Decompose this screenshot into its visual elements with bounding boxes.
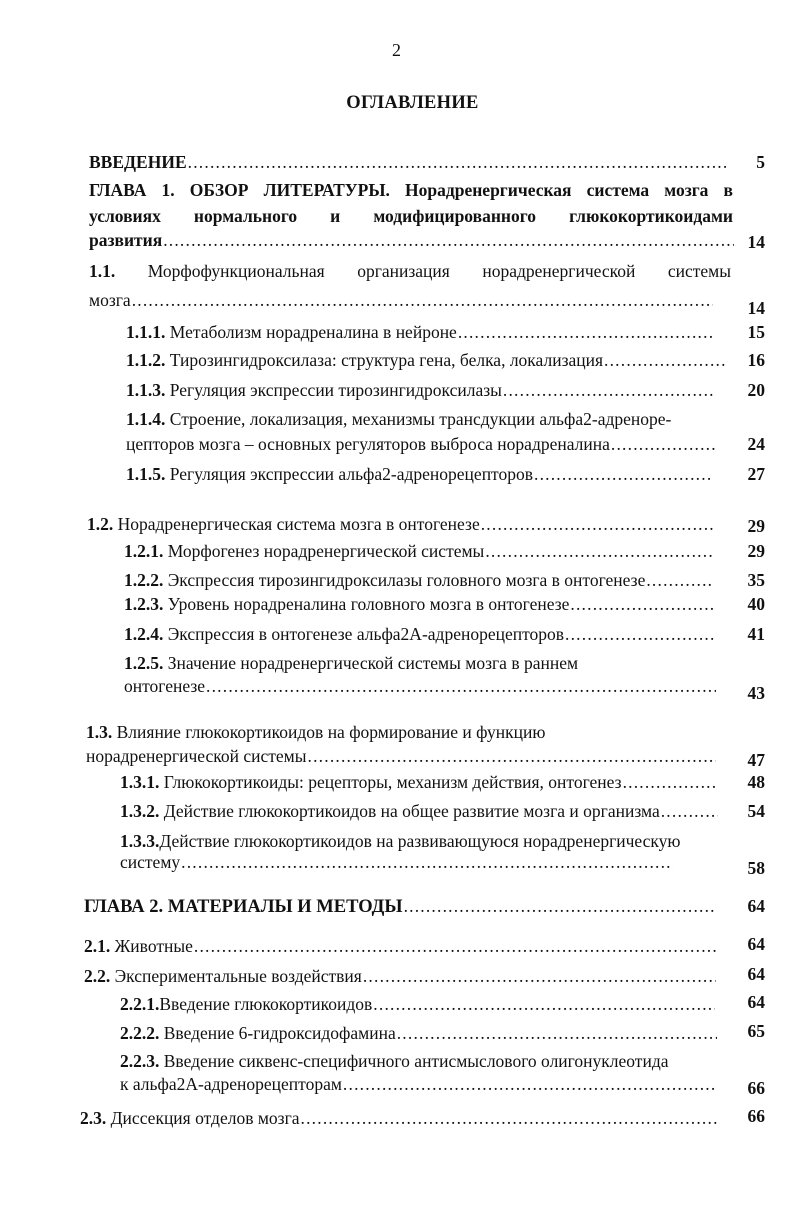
toc-page-number: 20 bbox=[747, 380, 765, 400]
toc-page-number: 54 bbox=[747, 801, 765, 821]
toc-entry-text: Введение сиквенс-специфичного антисмыслового олигонуклеотида bbox=[163, 1051, 669, 1071]
toc-entry-2-2-1[interactable] bbox=[120, 994, 715, 1015]
toc-entry-text: Глюкокортикоиды: рецепторы, механизм действия, онтогенез bbox=[163, 772, 622, 792]
toc-entry-1-1-4-line-2 bbox=[126, 434, 716, 455]
toc-entry-text: Животные bbox=[114, 936, 193, 956]
toc-entry-text: Влияние глюкокортикоидов на формирование и функцию bbox=[116, 722, 546, 742]
toc-entry-text: к альфа2А-адренорецепторам bbox=[120, 1074, 342, 1094]
toc-entry-number: 1.1.3. bbox=[126, 380, 166, 400]
toc-entry-text: условиях нормального и модифицированного глюкокортикоидами bbox=[89, 206, 733, 226]
toc-entry-text: Метаболизм норадреналина в нейроне bbox=[169, 322, 457, 342]
toc-entry-text: Морфогенез норадренергической системы bbox=[167, 541, 485, 561]
toc-entry-chapter-1-line-3 bbox=[89, 230, 734, 251]
toc-entry-text: норадренергической системы bbox=[86, 746, 307, 766]
toc-page-number: 58 bbox=[747, 858, 765, 878]
toc-entry-number: ГЛАВА 2. МАТЕРИАЛЫ И МЕТОДЫ bbox=[84, 897, 403, 917]
toc-entry-text: Значение норадренергической системы мозга в раннем bbox=[167, 653, 579, 673]
toc-page-number: 43 bbox=[747, 683, 765, 703]
page-title: ОГЛАВЛЕНИЕ bbox=[346, 93, 479, 113]
toc-entry-1-3-1[interactable] bbox=[120, 772, 717, 793]
toc-page-number: 29 bbox=[747, 516, 765, 536]
toc-page-number: 64 bbox=[747, 992, 765, 1012]
toc-entry-1-2-5-line-2 bbox=[124, 676, 716, 697]
toc-entry-text: Строение, локализация, механизмы трансдукции альфа2-адреноре- bbox=[169, 409, 672, 429]
toc-entry-1-1-1[interactable] bbox=[126, 322, 712, 343]
toc-entry-1-2-4[interactable] bbox=[124, 624, 714, 645]
toc-entry-1-3-line-2 bbox=[86, 746, 716, 767]
toc-page-number: 24 bbox=[747, 434, 765, 454]
toc-entry-number: 1.2.3. bbox=[124, 594, 164, 614]
toc-entry-1-3-2[interactable] bbox=[120, 801, 718, 822]
toc-entry-1-2[interactable] bbox=[87, 514, 714, 535]
toc-entry-text: Диссекция отделов мозга bbox=[110, 1108, 300, 1128]
toc-entry-text: Экспрессия тирозингидроксилазы головного мозга в онтогенезе bbox=[167, 570, 646, 590]
toc-entry-number: 1.2.5. bbox=[124, 653, 164, 673]
toc-entry-number: 1.2.1. bbox=[124, 541, 164, 561]
toc-entry-2-2-2[interactable] bbox=[120, 1023, 717, 1044]
toc-entry-text: онтогенезе bbox=[124, 676, 206, 696]
toc-page-number: 16 bbox=[747, 350, 765, 370]
toc-entry-1-2-3[interactable] bbox=[124, 594, 714, 615]
toc-entry-number: 2.2. bbox=[84, 966, 111, 986]
toc-entry-1-2-1[interactable] bbox=[124, 541, 714, 562]
toc-entry-1-1-4-line-1[interactable] bbox=[126, 409, 671, 430]
toc-page-number: 65 bbox=[747, 1021, 765, 1041]
toc-entry-number: 1.3.3. bbox=[120, 831, 160, 851]
toc-entry-text: ВВЕДЕНИЕ bbox=[89, 152, 187, 172]
toc-entry-text: Регуляция экспрессии тирозингидроксилазы bbox=[169, 380, 502, 400]
toc-entry-chapter-1-line-2 bbox=[89, 206, 733, 227]
toc-entry-text: Экспрессия в онтогенезе альфа2А-адренорецепторов bbox=[167, 624, 565, 644]
toc-page-number: 41 bbox=[747, 624, 765, 644]
toc-entry-text: Норадренергическая система мозга в bbox=[405, 180, 734, 200]
toc-entry-text: Введение глюкокортикоидов bbox=[159, 994, 373, 1014]
toc-entry-number: 1.2.2. bbox=[124, 570, 164, 590]
toc-entry-1-2-2[interactable] bbox=[124, 570, 714, 591]
toc-entry-intro[interactable] bbox=[89, 152, 729, 173]
toc-page-number: 64 bbox=[747, 896, 765, 916]
toc-page-number: 47 bbox=[747, 750, 765, 770]
toc-entry-2-1[interactable] bbox=[84, 936, 716, 957]
toc-entry-chapter-1-line-1[interactable] bbox=[89, 180, 733, 201]
toc-entry-text: Экспериментальные воздействия bbox=[114, 966, 362, 986]
toc-entry-number: 1.2.4. bbox=[124, 624, 164, 644]
toc-entry-number: 1.3.1. bbox=[120, 772, 160, 792]
toc-page-number: 64 bbox=[747, 934, 765, 954]
toc-entry-chapter-2[interactable] bbox=[84, 896, 716, 918]
toc-entry-number: 1.1. bbox=[89, 261, 116, 281]
toc-entry-2-2-3-line-1[interactable] bbox=[120, 1051, 669, 1072]
toc-entry-text: Морфофункциональная организация норадренергической системы bbox=[147, 261, 731, 281]
toc-page-number: 14 bbox=[747, 298, 765, 318]
toc-entry-number: 1.3. bbox=[86, 722, 113, 742]
toc-entry-number: 1.1.1. bbox=[126, 322, 166, 342]
toc-entry-number: 2.2.3. bbox=[120, 1051, 160, 1071]
toc-entry-number: 1.1.4. bbox=[126, 409, 166, 429]
toc-page-number: 35 bbox=[747, 570, 765, 590]
toc-entry-text: цепторов мозга – основных регуляторов выброса норадреналина bbox=[126, 434, 610, 454]
toc-entry-text: Регуляция экспрессии альфа2-адренорецепторов bbox=[169, 464, 533, 484]
toc-entry-number: ГЛАВА 1. ОБЗОР ЛИТЕРАТУРЫ. bbox=[89, 180, 390, 200]
toc-page-number: 5 bbox=[756, 152, 765, 172]
toc-entry-2-2[interactable] bbox=[84, 966, 716, 987]
toc-entry-1-1-2[interactable] bbox=[126, 350, 725, 371]
toc-page-number: 64 bbox=[747, 964, 765, 984]
toc-entry-text: Действие глюкокортикоидов на развивающуюся норадренергическую bbox=[159, 831, 681, 851]
toc-entry-text: Уровень норадреналина головного мозга в онтогенезе bbox=[167, 594, 570, 614]
toc-entry-text: Введение 6-гидроксидофамина bbox=[163, 1023, 396, 1043]
toc-entry-number: 1.3.2. bbox=[120, 801, 160, 821]
toc-entry-1-1-5[interactable] bbox=[126, 464, 711, 485]
toc-page-number: 66 bbox=[747, 1078, 765, 1098]
toc-entry-text: Действие глюкокортикоидов на общее развитие мозга и организма bbox=[163, 801, 660, 821]
toc-entry-number: 2.2.2. bbox=[120, 1023, 160, 1043]
toc-page-number: 66 bbox=[747, 1106, 765, 1126]
toc-entry-number: 2.1. bbox=[84, 936, 111, 956]
toc-entry-text: систему bbox=[120, 852, 181, 872]
toc-entry-number: 2.3. bbox=[80, 1108, 107, 1128]
toc-entry-2-2-3-line-2 bbox=[120, 1074, 714, 1095]
toc-entry-1-1-3[interactable] bbox=[126, 380, 714, 401]
toc-entry-number: 1.1.5. bbox=[126, 464, 166, 484]
toc-entry-2-3[interactable] bbox=[80, 1108, 717, 1129]
toc-page-number: 29 bbox=[747, 541, 765, 561]
toc-entry-number: 1.1.2. bbox=[126, 350, 166, 370]
toc-entry-text: развития bbox=[89, 230, 163, 250]
toc-page-number: 14 bbox=[747, 232, 765, 252]
toc-entry-number: 2.2.1. bbox=[120, 994, 160, 1014]
toc-page-number: 27 bbox=[747, 464, 765, 484]
toc-entry-1-1-line-2 bbox=[89, 290, 713, 311]
toc-entry-1-3-3-line-2 bbox=[120, 852, 673, 873]
toc-entry-text: Тирозингидроксилаза: структура гена, белка, локализация bbox=[169, 350, 604, 370]
page-number: 2 bbox=[392, 40, 401, 60]
toc-entry-text: Норадренергическая система мозга в онтогенезе bbox=[117, 514, 480, 534]
toc-page-number: 40 bbox=[747, 594, 765, 614]
toc-entry-1-1-line-1[interactable] bbox=[89, 261, 731, 282]
toc-page-number: 15 bbox=[747, 322, 765, 342]
toc-page-number: 48 bbox=[747, 772, 765, 792]
toc-entry-1-3-line-1[interactable] bbox=[86, 722, 545, 743]
toc-entry-number: 1.2. bbox=[87, 514, 114, 534]
toc-entry-1-2-5-line-1[interactable] bbox=[124, 653, 578, 674]
toc-entry-text: мозга bbox=[89, 290, 131, 310]
toc-entry-1-3-3-line-1[interactable] bbox=[120, 831, 680, 852]
